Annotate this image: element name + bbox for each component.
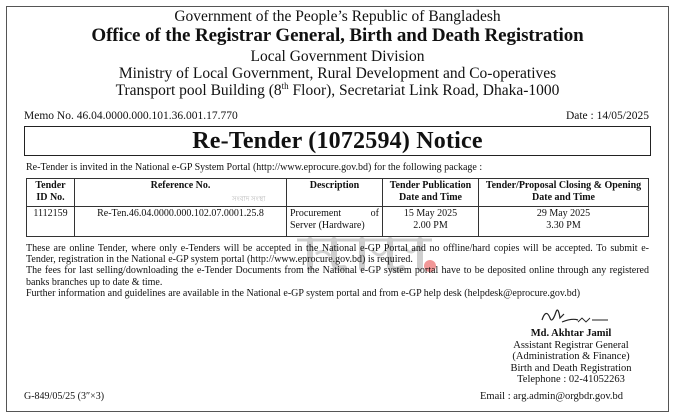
table-header-row	[27, 179, 649, 207]
header-reference: Reference No.	[75, 179, 287, 207]
footer-code: G-849/05/25 (3″×3)	[24, 391, 105, 402]
address-part1: Transport pool Building (8	[115, 82, 282, 99]
government-title: Government of the People’s Republic of Bangladesh	[174, 8, 501, 25]
intro-text: Re-Tender is invited in the National e-GP System Portal (http://www.eprocure.gov.bd) for the following package :	[26, 162, 483, 173]
handwritten-signature	[538, 304, 610, 328]
cell-publication	[383, 207, 479, 237]
signatory-phone: Telephone : 02-41052263	[517, 374, 625, 386]
table-row	[27, 207, 649, 237]
address-sup: th	[281, 80, 289, 91]
office-title: Office of the Registrar General, Birth and Death Registration	[91, 25, 584, 46]
header-description: Description	[287, 179, 383, 207]
signatory-office: Birth and Death Registration	[510, 362, 632, 374]
header-tender-id: Tender ID No.	[27, 179, 75, 207]
ministry-title: Ministry of Local Government, Rural Development and Co-operatives	[118, 65, 557, 82]
faded-stamp: সংবাদ সংস্থা	[232, 195, 266, 203]
notice-title-box	[24, 126, 651, 156]
header-closing: Tender/Proposal Closing & Opening Date and Time	[479, 179, 649, 207]
cell-description: Procurement of Server (Hardware)	[287, 207, 383, 237]
cell-closing	[479, 207, 649, 237]
cell-tender-id: 1112159	[27, 207, 75, 237]
division-title: Local Government Division	[250, 48, 425, 65]
notice-date: Date : 14/05/2025	[565, 110, 649, 122]
body-text	[26, 243, 649, 299]
address-part2: Floor), Secretariat Link Road, Dhaka-1000	[288, 82, 560, 99]
signatory-title: Assistant Registrar General	[513, 339, 629, 351]
body-paragraph-1: These are online Tender, where only e-Tenders will be accepted in the National e-GP Portal and no offline/hard copies will be accepted. To submit e-Tender, registration in the National e-GP system portal (http://www.eprocure.gov.bd) is required.	[26, 243, 649, 266]
signatory-name: Md. Akhtar Jamil	[530, 328, 612, 339]
office-address	[0, 82, 675, 100]
tender-table	[26, 178, 649, 237]
closing-time: 3.30 PM	[546, 220, 581, 231]
body-paragraph-3: Further information and guidelines are available in the National e-GP system portal and from e-GP help desk (helpdesk@eprocure.gov.bd)	[26, 287, 581, 299]
header-publication: Tender Publication Date and Time	[383, 179, 479, 207]
publication-time: 2.00 PM	[413, 220, 448, 231]
cell-reference: Re-Ten.46.04.0000.000.102.07.0001.25.8	[75, 207, 287, 237]
closing-date: 29 May 2025	[536, 208, 591, 219]
signatory-department: (Administration & Finance)	[512, 351, 630, 363]
notice-title: Re-Tender (1072594) Notice	[192, 127, 483, 154]
signature-block	[486, 328, 656, 386]
body-paragraph-2: The fees for last selling/downloading the e-Tender Documents from the National e-GP system portal have to be deposited online through any registered banks branches up to date & time.	[26, 265, 649, 288]
publication-date: 15 May 2025	[403, 208, 458, 219]
signatory-email: Email : arg.admin@orgbdr.gov.bd	[480, 391, 624, 402]
memo-number: Memo No. 46.04.0000.000.101.36.001.17.770	[24, 110, 238, 122]
